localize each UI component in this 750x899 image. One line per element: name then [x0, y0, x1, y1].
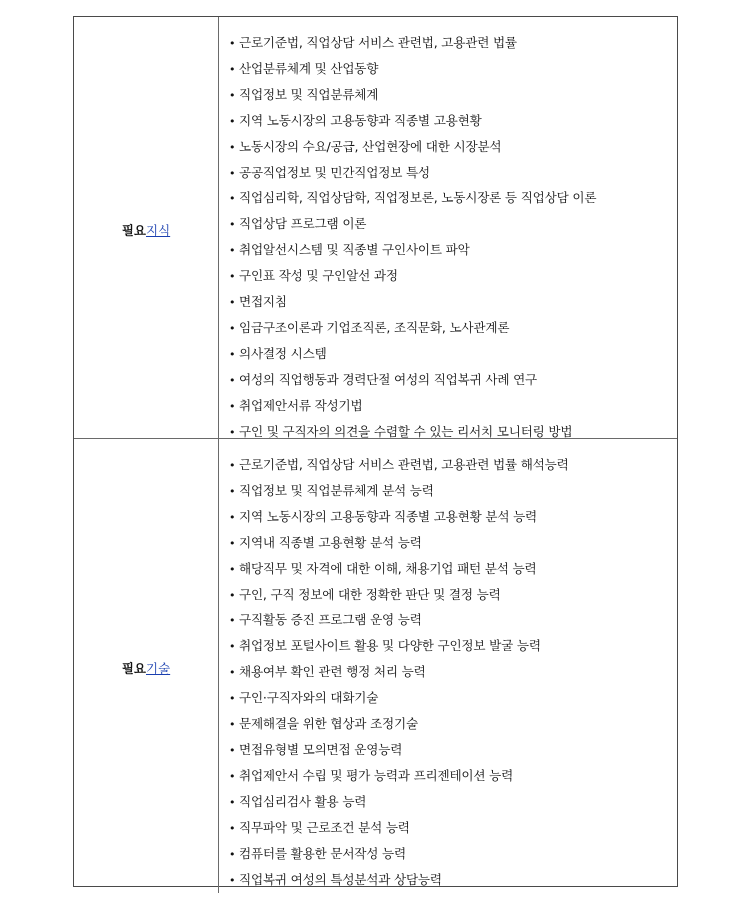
list-item-text: 지역 노동시장의 고용동향과 직종별 고용현황	[239, 112, 482, 128]
list-item	[229, 686, 673, 712]
list-item	[229, 31, 673, 57]
bullet-icon: •	[229, 425, 236, 439]
bullet-icon: •	[229, 847, 236, 861]
bullet-icon: •	[229, 62, 236, 76]
bullet-icon: •	[229, 743, 236, 757]
list-item	[229, 479, 673, 505]
list-item-text: 채용여부 확인 관련 행정 처리 능력	[239, 664, 426, 680]
knowledge-label-cell	[74, 17, 219, 438]
bullet-icon: •	[229, 510, 236, 524]
list-item	[229, 83, 673, 109]
list-item-text: 공공직업정보 및 민간직업정보 특성	[239, 164, 430, 180]
list-item	[229, 316, 673, 342]
knowledge-content-cell	[219, 17, 677, 438]
list-item-text: 컴퓨터를 활용한 문서작성 능력	[239, 845, 406, 861]
list-item-text: 직업심리학, 직업상담학, 직업정보론, 노동시장론 등 직업상담 이론	[239, 190, 597, 206]
bullet-icon: •	[229, 588, 236, 602]
list-item	[229, 634, 673, 660]
competency-table	[73, 16, 678, 887]
bullet-icon: •	[229, 692, 236, 706]
bullet-icon: •	[229, 296, 236, 310]
skills-label-cell	[74, 439, 219, 893]
list-item	[229, 531, 673, 557]
bullet-icon: •	[229, 640, 236, 654]
knowledge-label-link[interactable]: 지식	[146, 222, 171, 238]
bullet-icon: •	[229, 373, 236, 387]
list-item	[229, 816, 673, 842]
bullet-icon: •	[229, 666, 236, 680]
list-item	[229, 238, 673, 264]
bullet-icon: •	[229, 114, 236, 128]
list-item-text: 취업제안서 수립 및 평가 능력과 프리젠테이션 능력	[239, 767, 514, 783]
list-item-text: 구인표 작성 및 구인알선 과정	[239, 268, 398, 284]
list-item-text: 임금구조이론과 기업조직론, 조직문화, 노사관계론	[239, 319, 510, 335]
list-item-text: 직무파악 및 근로조건 분석 능력	[239, 819, 410, 835]
bullet-icon: •	[229, 88, 236, 102]
list-item-text: 산업분류체계 및 산업동향	[239, 60, 379, 76]
bullet-icon: •	[229, 192, 236, 206]
list-item	[229, 738, 673, 764]
list-item-text: 직업정보 및 직업분류체계 분석 능력	[239, 482, 434, 498]
list-item-text: 취업제안서류 작성기법	[239, 397, 363, 413]
list-item-text: 직업정보 및 직업분류체계	[239, 86, 379, 102]
list-item	[229, 712, 673, 738]
list-item	[229, 368, 673, 394]
list-item	[229, 394, 673, 420]
list-item-text: 근로기준법, 직업상담 서비스 관련법, 고용관련 법률 해석능력	[239, 457, 569, 472]
bullet-icon: •	[229, 459, 236, 472]
list-item	[229, 57, 673, 83]
list-item	[229, 161, 673, 187]
bullet-icon: •	[229, 562, 236, 576]
bullet-icon: •	[229, 484, 236, 498]
knowledge-row	[74, 17, 677, 439]
bullet-icon: •	[229, 536, 236, 550]
bullet-icon: •	[229, 218, 236, 232]
bullet-icon: •	[229, 244, 236, 258]
list-item-text: 면접유형별 모의면접 운영능력	[239, 741, 403, 757]
list-item	[229, 290, 673, 316]
list-item	[229, 342, 673, 368]
bullet-icon: •	[229, 873, 236, 887]
skills-label-link[interactable]: 기술	[146, 661, 171, 677]
list-item	[229, 842, 673, 868]
bullet-icon: •	[229, 270, 236, 284]
list-item	[229, 505, 673, 531]
list-item	[229, 608, 673, 634]
list-item-text: 지역 노동시장의 고용동향과 직종별 고용현황 분석 능력	[239, 508, 538, 524]
list-item	[229, 212, 673, 238]
list-item-text: 면접지침	[239, 294, 287, 310]
list-item-text: 의사결정 시스템	[239, 345, 327, 361]
bullet-icon: •	[229, 821, 236, 835]
bullet-icon: •	[229, 614, 236, 628]
bullet-icon: •	[229, 769, 236, 783]
list-item	[229, 790, 673, 816]
list-item	[229, 583, 673, 609]
list-item	[229, 186, 673, 212]
list-item-text: 지역내 직종별 고용현황 분석 능력	[239, 534, 422, 550]
list-item	[229, 557, 673, 583]
list-item	[229, 453, 673, 479]
list-item-text: 직업상담 프로그램 이론	[239, 216, 367, 232]
bullet-icon: •	[229, 399, 236, 413]
list-item	[229, 109, 673, 135]
list-item	[229, 868, 673, 894]
list-item-text: 직업심리검사 활용 능력	[239, 793, 367, 809]
list-item	[229, 660, 673, 686]
list-item	[229, 135, 673, 161]
list-item-text: 구직활동 증진 프로그램 운영 능력	[239, 612, 422, 628]
skills-list	[229, 453, 673, 893]
list-item	[229, 264, 673, 290]
skills-row	[74, 439, 677, 893]
skills-label-prefix: 필요	[121, 661, 146, 677]
list-item-text: 문제해결을 위한 협상과 조정기술	[239, 716, 418, 732]
bullet-icon: •	[229, 37, 236, 50]
knowledge-list	[229, 31, 673, 446]
skills-content-cell	[219, 439, 677, 893]
list-item	[229, 764, 673, 790]
list-item-text: 직업복귀 여성의 특성분석과 상담능력	[239, 871, 442, 887]
list-item-text: 노동시장의 수요/공급, 산업현장에 대한 시장분석	[239, 138, 502, 154]
bullet-icon: •	[229, 795, 236, 809]
list-item-text: 근로기준법, 직업상담 서비스 관련법, 고용관련 법률	[239, 35, 517, 50]
list-item-text: 구인·구직자와의 대화기술	[239, 690, 379, 706]
list-item-text: 구인, 구직 정보에 대한 정확한 판단 및 결정 능력	[239, 586, 501, 602]
bullet-icon: •	[229, 718, 236, 732]
bullet-icon: •	[229, 347, 236, 361]
list-item-text: 해당직무 및 자격에 대한 이해, 채용기업 패턴 분석 능력	[239, 560, 537, 576]
knowledge-label-prefix: 필요	[121, 222, 146, 238]
list-item-text: 취업알선시스템 및 직종별 구인사이트 파악	[239, 242, 470, 258]
list-item-text: 취업정보 포털사이트 활용 및 다양한 구인정보 발굴 능력	[239, 638, 541, 654]
list-item-text: 구인 및 구직자의 의견을 수렴할 수 있는 리서치 모니터링 방법	[239, 423, 573, 439]
bullet-icon: •	[229, 321, 236, 335]
bullet-icon: •	[229, 166, 236, 180]
list-item-text: 여성의 직업행동과 경력단절 여성의 직업복귀 사례 연구	[239, 371, 538, 387]
bullet-icon: •	[229, 140, 236, 154]
